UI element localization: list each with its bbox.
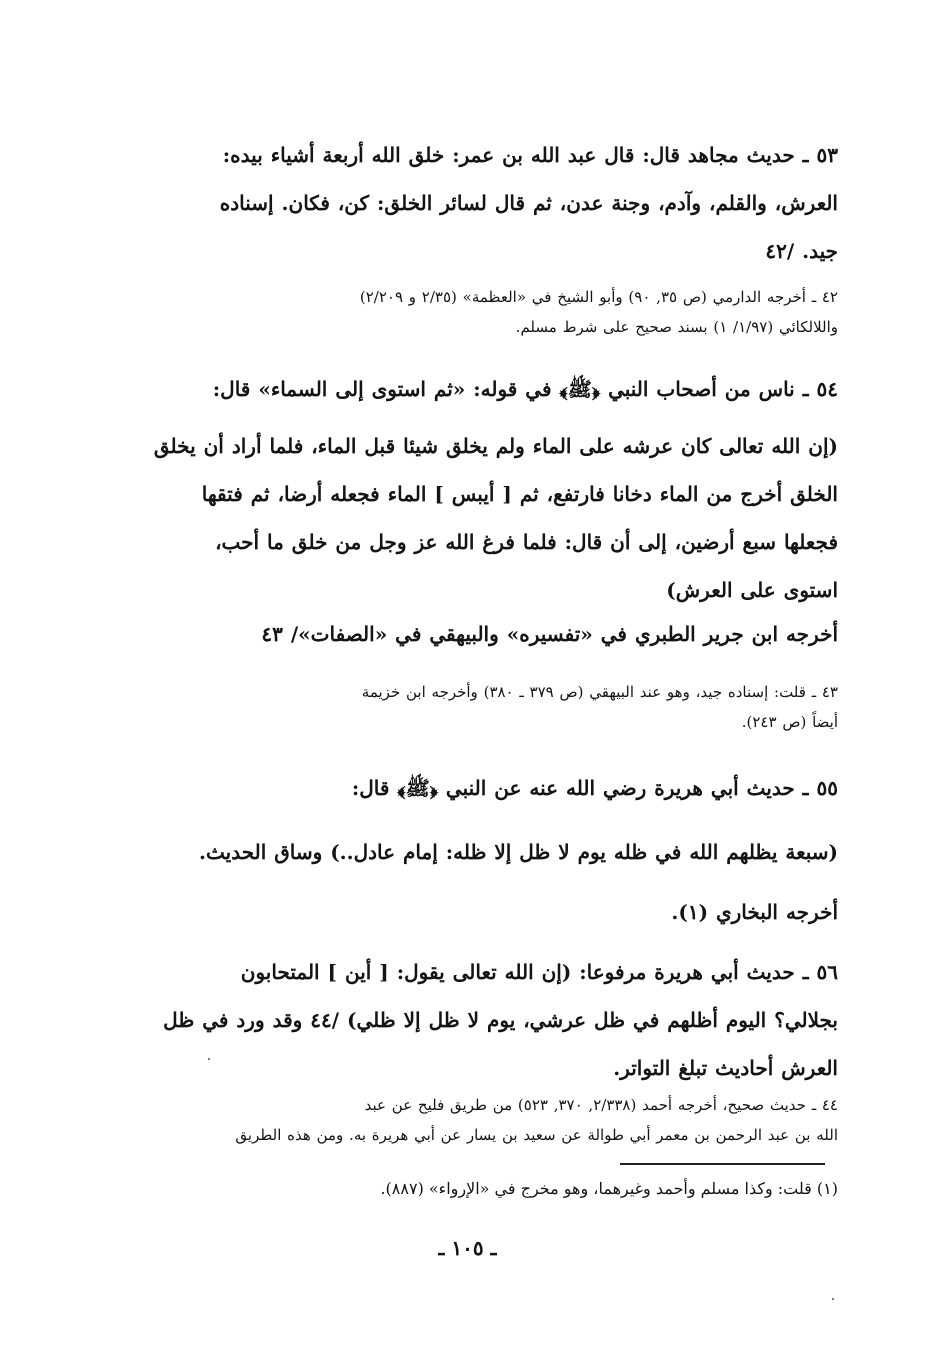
text-paragraph <box>150 422 838 614</box>
text-paragraph <box>150 131 838 275</box>
text-paragraph <box>150 948 838 1092</box>
annotation-paragraph <box>150 282 838 342</box>
text-line: أخرجه البخاري (١). <box>671 900 838 924</box>
text-line: (إن الله تعالى كان عرشه على الماء ولم يخلق شيئا قبل الماء، فلما أراد أن يخلق <box>153 434 838 458</box>
footnote-separator <box>620 1163 825 1165</box>
text-line: استوى على العرش) <box>666 578 838 602</box>
annotation-paragraph <box>150 677 838 737</box>
text-paragraph <box>150 610 838 658</box>
scan-speck <box>832 1298 834 1300</box>
text-line: ٤٢ ـ أخرجه الدارمي (ص ٣٥, ٩٠) وأبو الشيخ في «العظمة» (٢/٣٥ و ٢/٢٠٩) <box>359 288 838 306</box>
text-line: أخرجه ابن جرير الطبري في «تفسيره» والبيهقي في «الصفات»/ ٤٣ <box>261 622 838 646</box>
text-paragraph <box>150 888 838 936</box>
text-line: ٥٤ ـ ناس من أصحاب النبي ﴿ﷺ﴾ في قوله: «ثم استوى إلى السماء» قال: <box>212 377 838 401</box>
text-line: العرش، والقلم، وآدم، وجنة عدن، ثم قال لسائر الخلق: كن، فكان. إسناده <box>219 191 838 215</box>
scan-speck <box>208 1058 210 1060</box>
text-line: ٥٥ ـ حديث أبي هريرة رضي الله عنه عن النبي ﴿ﷺ﴾ قال: <box>351 776 838 800</box>
footnote: (١) قلت: وكذا مسلم وأحمد وغيرهما، وهو مخرج في «الإرواء» (٨٨٧). <box>380 1179 838 1198</box>
text-line: ٤٣ ـ قلت: إسناده جيد، وهو عند البيهقي (ص ٣٧٩ ـ ٣٨٠) وأخرجه ابن خزيمة <box>361 683 838 701</box>
text-line: ٥٦ ـ حديث أبي هريرة مرفوعا: (إن الله تعالى يقول: [ أين ] المتحابون <box>240 960 838 984</box>
text-paragraph <box>150 828 838 876</box>
text-line: جيد. /٤٢ <box>765 239 838 263</box>
text-line: ٤٤ ـ حديث صحيح، أخرجه أحمد (٢/٣٣٨, ٣٧٠, ٥٢٣) من طريق فليح عن عبد <box>364 1096 838 1114</box>
text-line: الخلق أخرج من الماء دخانا فارتفع، ثم [ أيبس ] الماء فجعله أرضا، ثم فتقها <box>201 482 838 506</box>
text-line: ٥٣ ـ حديث مجاهد قال: قال عبد الله بن عمر: خلق الله أربعة أشياء بيده: <box>222 143 838 167</box>
annotation-paragraph <box>150 1090 838 1150</box>
text-line: فجعلها سبع أرضين، إلى أن قال: فلما فرغ الله عز وجل من خلق ما أحب، <box>215 530 838 554</box>
text-line: أيضاً (ص ٢٤٣). <box>741 713 838 731</box>
text-line: (سبعة يظلهم الله في ظله يوم لا ظل إلا ظله: إمام عادل..) وساق الحديث. <box>199 840 838 864</box>
text-paragraph <box>150 764 838 812</box>
text-line: واللالكائي (١/٩٧/ ١) بسند صحيح على شرط مسلم. <box>515 318 838 336</box>
text-line: العرش أحاديث تبلغ التواتر. <box>613 1056 838 1080</box>
text-line: بجلالي؟ اليوم أظلهم في ظل عرشي، يوم لا ظل إلا ظلي) /٤٤ وقد ورد في ظل <box>163 1008 838 1032</box>
text-line: الله بن عبد الرحمن بن معمر أبي طوالة عن سعيد بن يسار عن أبي هريرة به. ومن هذه الطريق <box>235 1126 838 1144</box>
page-number: ـ ١٠٥ ـ <box>438 1236 497 1260</box>
text-paragraph <box>150 365 838 413</box>
